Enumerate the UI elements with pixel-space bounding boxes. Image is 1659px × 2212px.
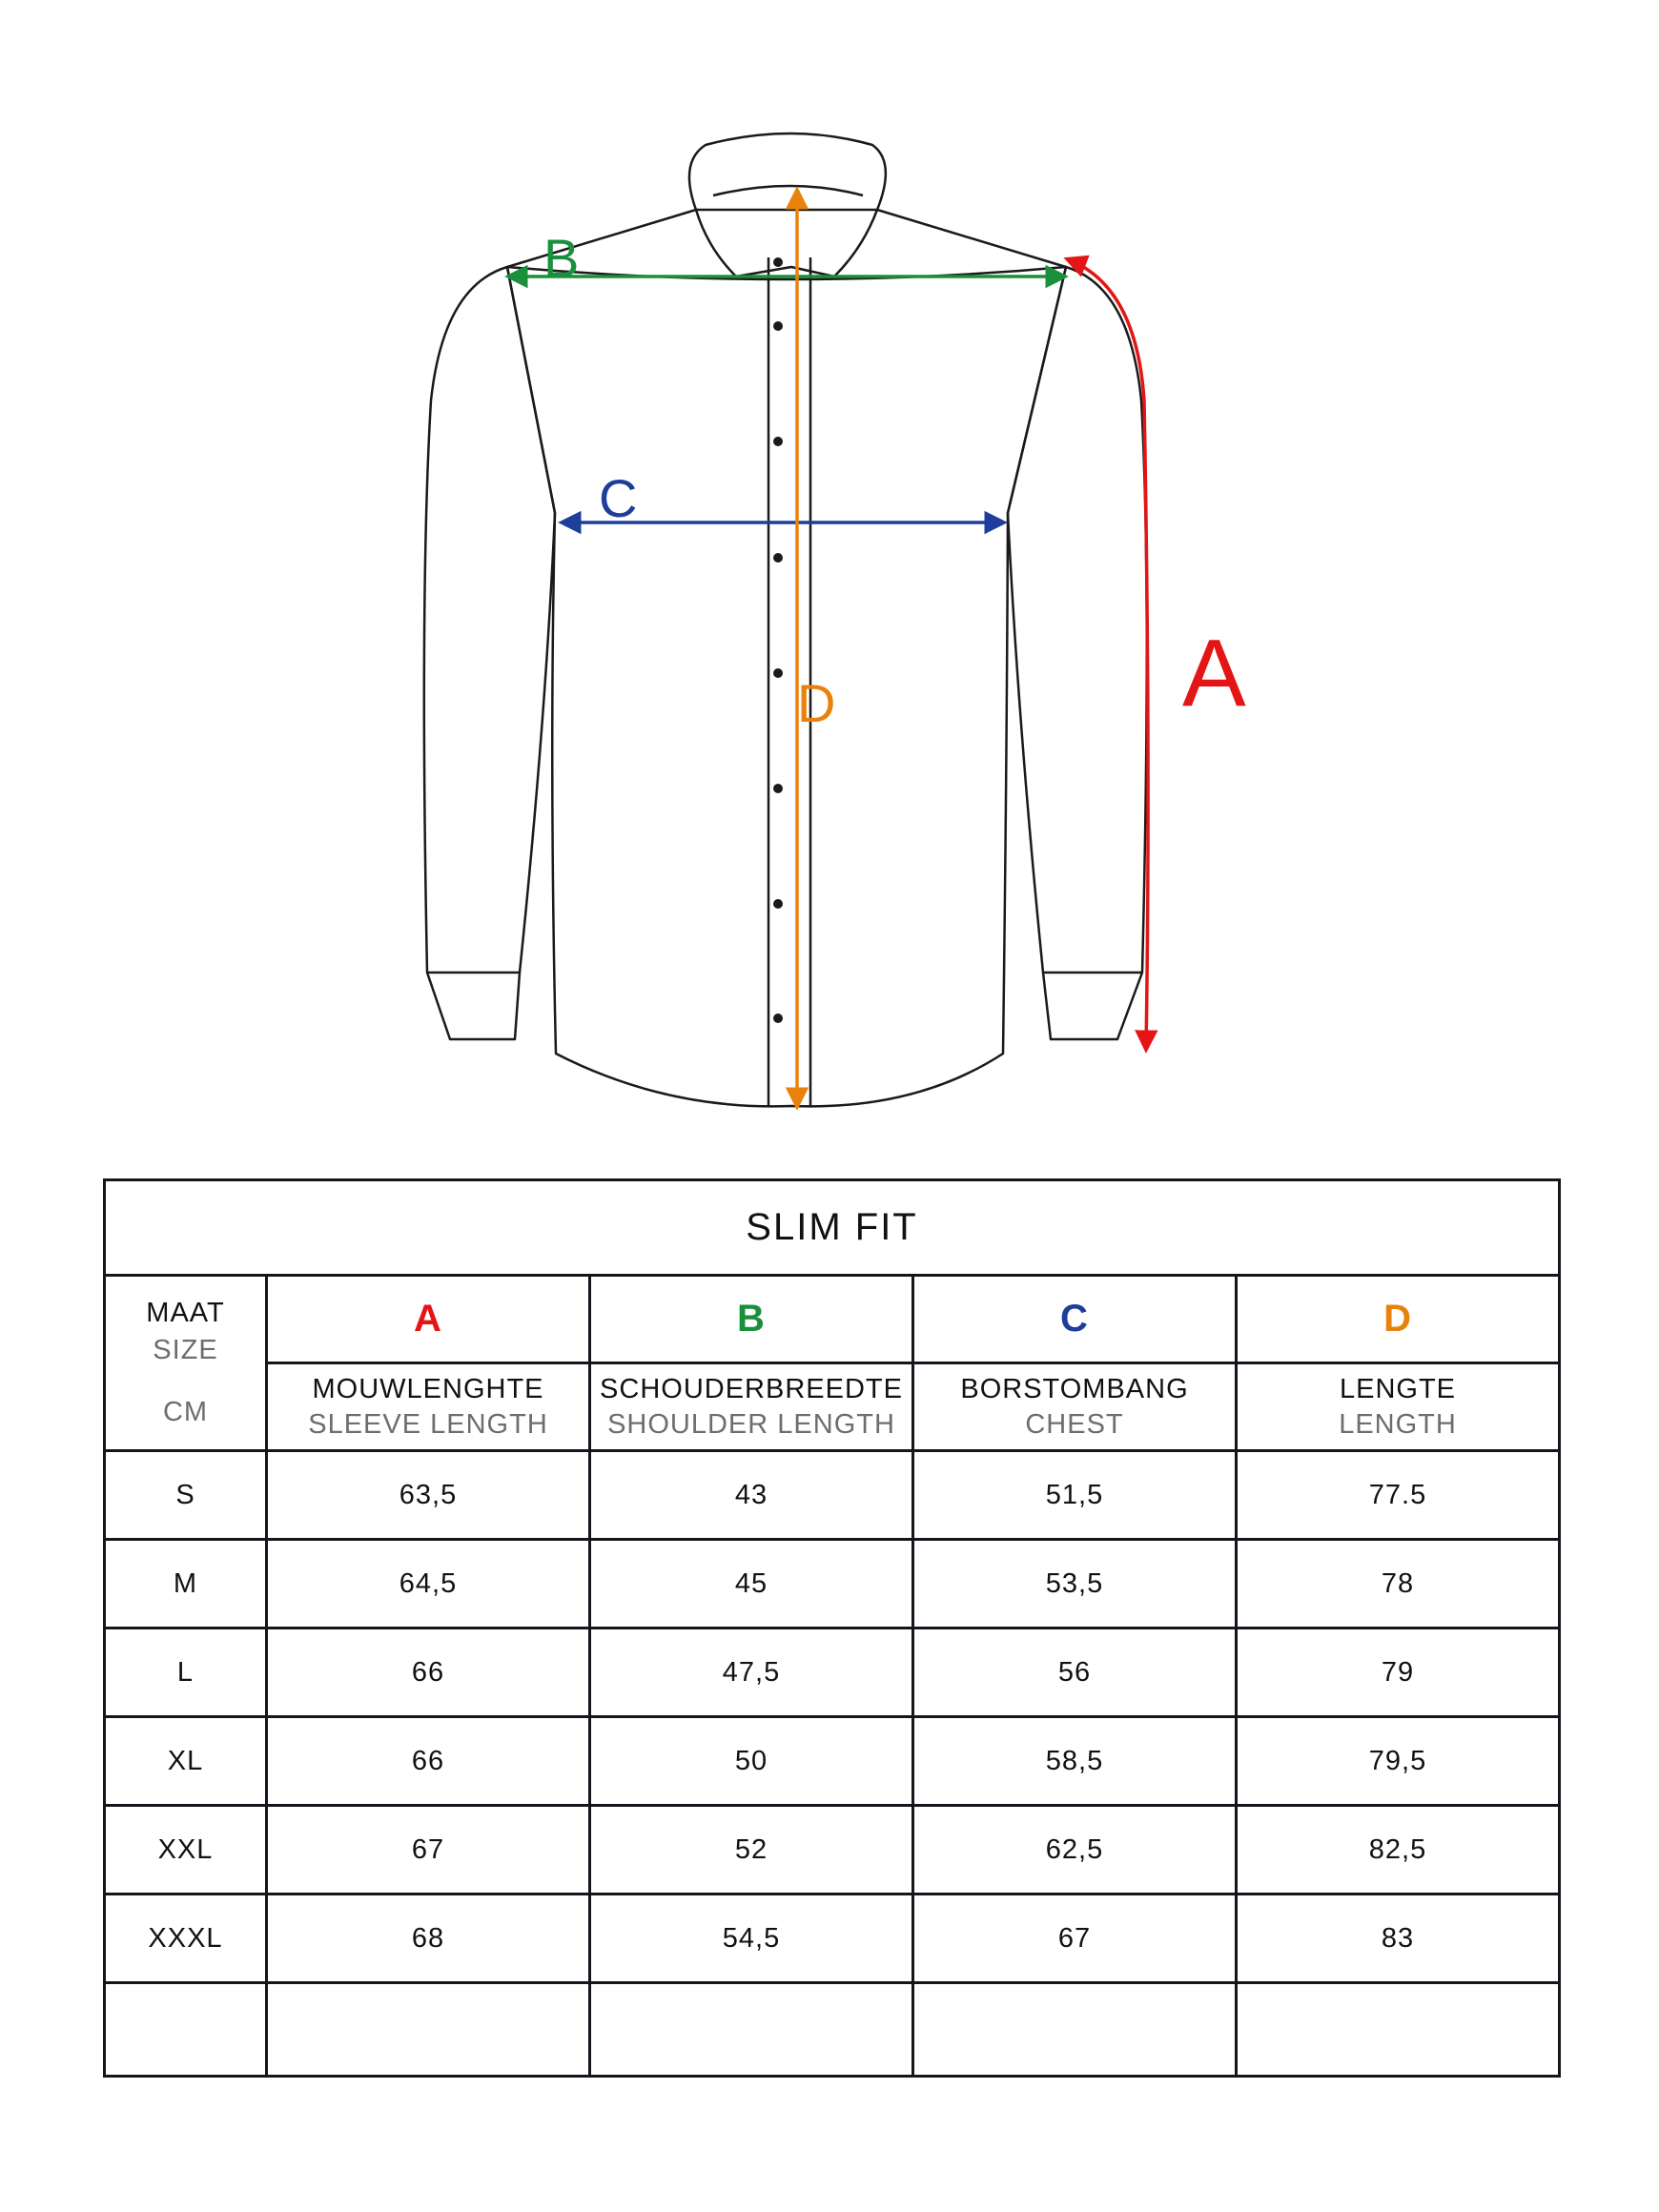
value-cell-d: 78 [1237, 1540, 1560, 1628]
column-header-b [590, 1363, 913, 1451]
table-column-name-row [105, 1363, 1560, 1451]
shirt-body [507, 210, 1066, 1106]
value-cell-d: 79 [1237, 1628, 1560, 1717]
column-letter-a: A [267, 1276, 590, 1363]
button [773, 784, 783, 793]
column-header-d [1237, 1363, 1560, 1451]
size-cell: M [105, 1540, 267, 1628]
column-name-en: SLEEVE LENGTH [308, 1408, 548, 1440]
table-letter-row [105, 1276, 1560, 1363]
label-a: A [1182, 620, 1246, 727]
button [773, 321, 783, 331]
value-cell-a: 66 [267, 1717, 590, 1806]
value-cell-a: 66 [267, 1628, 590, 1717]
value-cell-c [913, 1983, 1237, 2077]
value-cell-a [267, 1983, 590, 2077]
value-cell-d: 83 [1237, 1895, 1560, 1983]
column-header-a [267, 1363, 590, 1451]
button [773, 1014, 783, 1023]
table-title-row [105, 1180, 1560, 1276]
column-letter-b: B [590, 1276, 913, 1363]
button [773, 437, 783, 446]
shirt-outline [424, 133, 1147, 1106]
value-cell-a: 68 [267, 1895, 590, 1983]
table-row [105, 1628, 1560, 1717]
table-row [105, 1717, 1560, 1806]
table-row [105, 1983, 1560, 2077]
size-cell: S [105, 1451, 267, 1540]
collar-band [713, 186, 863, 195]
column-name-nl: MOUWLENGHTE [312, 1373, 544, 1404]
value-cell-b: 43 [590, 1451, 913, 1540]
column-name-en: CHEST [1025, 1408, 1124, 1440]
label-c: C [599, 468, 638, 528]
right-sleeve [1008, 267, 1147, 1039]
value-cell-d [1237, 1983, 1560, 2077]
shirt-buttons [773, 257, 783, 1023]
button [773, 668, 783, 678]
table-row [105, 1806, 1560, 1895]
table-title: SLIM FIT [105, 1180, 1560, 1276]
column-name-en: LENGTH [1339, 1408, 1457, 1440]
size-cell [105, 1983, 267, 2077]
size-header-cell [105, 1276, 267, 1451]
size-header-unit: CM [162, 1396, 209, 1427]
collar [689, 133, 886, 276]
value-cell-c: 62,5 [913, 1806, 1237, 1895]
column-name-en: SHOULDER LENGTH [607, 1408, 895, 1440]
label-b: B [543, 228, 580, 288]
value-cell-b: 52 [590, 1806, 913, 1895]
value-cell-a: 67 [267, 1806, 590, 1895]
label-d: D [797, 673, 836, 733]
column-name-nl: SCHOUDERBREEDTE [600, 1373, 903, 1404]
value-cell-b: 47,5 [590, 1628, 913, 1717]
column-letter-c: C [913, 1276, 1237, 1363]
table-row [105, 1451, 1560, 1540]
value-cell-d: 77.5 [1237, 1451, 1560, 1540]
table-row [105, 1895, 1560, 1983]
value-cell-c: 51,5 [913, 1451, 1237, 1540]
value-cell-b: 45 [590, 1540, 913, 1628]
value-cell-c: 58,5 [913, 1717, 1237, 1806]
button [773, 899, 783, 909]
value-cell-b: 54,5 [590, 1895, 913, 1983]
size-chart-table [103, 1178, 1561, 2078]
size-cell: L [105, 1628, 267, 1717]
value-cell-a: 64,5 [267, 1540, 590, 1628]
value-cell-c: 67 [913, 1895, 1237, 1983]
size-header-en: SIZE [153, 1335, 218, 1366]
value-cell-c: 56 [913, 1628, 1237, 1717]
button [773, 257, 783, 267]
value-cell-a: 63,5 [267, 1451, 590, 1540]
table-row [105, 1540, 1560, 1628]
column-name-nl: BORSTOMBANG [960, 1373, 1189, 1404]
button [773, 553, 783, 563]
size-cell: XXXL [105, 1895, 267, 1983]
value-cell-b: 50 [590, 1717, 913, 1806]
measure-a-sleeve-arrow [1068, 259, 1148, 1049]
size-cell: XL [105, 1717, 267, 1806]
size-cell: XXL [105, 1806, 267, 1895]
size-header-nl: MAAT [146, 1298, 225, 1329]
left-sleeve [424, 267, 555, 1039]
value-cell-d: 79,5 [1237, 1717, 1560, 1806]
column-header-c [913, 1363, 1237, 1451]
value-cell-d: 82,5 [1237, 1806, 1560, 1895]
value-cell-c: 53,5 [913, 1540, 1237, 1628]
value-cell-b [590, 1983, 913, 2077]
column-name-nl: LENGTE [1339, 1373, 1457, 1404]
column-letter-d: D [1237, 1276, 1560, 1363]
